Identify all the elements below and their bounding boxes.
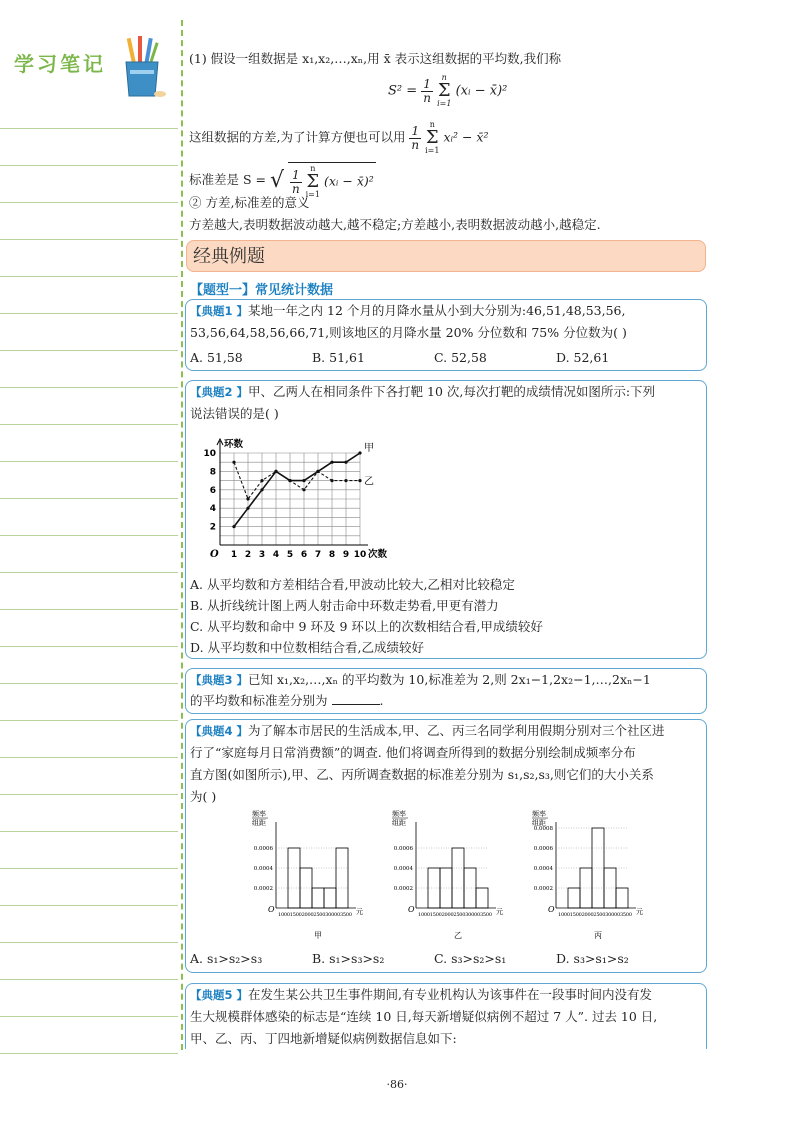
chart-y-tick-label: 8: [209, 467, 216, 478]
chart-x-tick-label: 2: [244, 550, 252, 560]
q2-line-2: 说法错误的是( ): [190, 406, 279, 421]
note-rule-line: [0, 1016, 178, 1017]
chart-x-tick-label: 8: [328, 550, 336, 560]
chart-y-tick-label: 10: [203, 449, 216, 459]
series-jia-point: [232, 525, 235, 528]
question-2: [185, 380, 707, 659]
chart-x-tick-label: 3: [258, 550, 266, 560]
chart-x-tick-label: 4: [272, 550, 280, 560]
hist-bar: [312, 888, 324, 908]
hist-origin: O: [548, 905, 555, 914]
hist-y-tick-label: 0.0002: [533, 886, 553, 892]
note-rule-line: [0, 720, 178, 721]
hist-y-tick-label: 0.0006: [393, 846, 413, 852]
series-yi-point: [232, 461, 235, 464]
hist-bar: [324, 888, 336, 908]
note-rule-line: [0, 794, 178, 795]
note-rule-line: [0, 979, 178, 980]
hist-title: 丙: [594, 931, 602, 940]
series-yi-point: [358, 479, 361, 482]
hist-ylabel-bottom: 组距: [532, 819, 546, 827]
note-rule-line: [0, 905, 178, 906]
q2-option-a[interactable]: A. 从平均数和方差相结合看,甲波动比较大,乙相对比较稳定: [190, 577, 515, 592]
hist-unit: 元: [356, 908, 363, 916]
series-yi-point: [260, 479, 263, 482]
series-yi-point: [274, 470, 277, 473]
question-5: [185, 983, 707, 1049]
notes-title: 学习笔记: [14, 52, 106, 76]
margin-divider: [181, 20, 183, 1050]
hist-title: 乙: [454, 931, 462, 940]
hist-unit: 元: [496, 908, 503, 916]
histogram-bing: [516, 808, 646, 943]
note-rule-line: [0, 202, 178, 203]
q4-option-b[interactable]: B. s₁>s₃>s₂: [312, 951, 385, 966]
intro-line-3-text: 标准差是 S =: [189, 172, 266, 187]
q3-line-1: [190, 671, 651, 689]
note-rule-line: [0, 350, 178, 351]
intro-line-2: 这组数据的方差,为了计算方便也可以用 $\frac{1}{n}$ n Σ i=1 xᵢ² − x̄²: [189, 120, 489, 155]
q1-option-d[interactable]: D. 52,61: [556, 350, 610, 365]
hist-y-tick-label: 0.0002: [253, 886, 273, 892]
hist-ylabel-top: 频率: [252, 810, 266, 818]
hist-origin: O: [268, 905, 275, 914]
chart-y-tick-label: 6: [209, 485, 216, 496]
note-rule-line: [0, 646, 178, 647]
q3-text-1: 已知 x₁,x₂,…,xₙ 的平均数为 10,标准差为 2,则 2x₁−1,2x₂−1,…,2xₙ−1: [248, 672, 651, 687]
q5-line-1: [190, 986, 652, 1004]
note-rule-line: [0, 868, 178, 869]
hist-y-tick-label: 0.0004: [393, 866, 413, 872]
q1-option-a[interactable]: A. 51,58: [190, 350, 243, 365]
note-rule-line: [0, 831, 178, 832]
histogram-yi: [376, 808, 506, 943]
q4-line-2: 行了“家庭每月日常消费额”的调查. 他们将调查所得到的数据分别绘制成频率分布: [190, 745, 636, 760]
q1-option-b[interactable]: B. 51,61: [312, 350, 365, 365]
series-jia-point: [358, 451, 361, 454]
question-4: [185, 719, 707, 973]
q5-line-2: 生大规模群体感染的标志是“连续 10 日,每天新增疑似病例不超过 7 人”. 过去 10 日,: [190, 1009, 658, 1024]
note-rule-line: [0, 313, 178, 314]
q2-option-b[interactable]: B. 从折线统计图上两人射击命中环数走势看,甲更有潜力: [190, 598, 499, 613]
series-yi-point: [302, 488, 305, 491]
answer-blank[interactable]: [332, 692, 380, 705]
note-rule-line: [0, 572, 178, 573]
q4-text-1: 为了解本市居民的生活成本,甲、乙、丙三名同学利用假期分别对三个社区进: [248, 723, 665, 738]
hist-y-tick-label: 0.0002: [393, 886, 413, 892]
chart-x-tick-label: 6: [300, 550, 308, 560]
hist-y-tick-label: 0.0006: [533, 846, 553, 852]
series-yi-point: [288, 479, 291, 482]
q3-text-2: 的平均数和标准差分别为: [190, 693, 328, 708]
variance-formula: S² = $\frac{1}{n}$ n Σ i=1 (xᵢ − x̄)²: [388, 73, 508, 108]
variance-formula-body: (xᵢ − x̄)²: [455, 83, 508, 99]
hist-bar: [476, 888, 488, 908]
hist-ylabel-top: 频率: [532, 810, 546, 818]
q5-label: 【典题5 】: [190, 988, 249, 1002]
note-rule-line: [0, 757, 178, 758]
note-rule-line: [0, 239, 178, 240]
hist-origin: O: [408, 905, 415, 914]
q2-option-d[interactable]: D. 从平均数和中位数相结合看,乙成绩较好: [190, 640, 424, 655]
series-yi-point: [330, 479, 333, 482]
hist-bar: [616, 888, 628, 908]
q4-option-a[interactable]: A. s₁>s₂>s₃: [190, 951, 263, 966]
hist-ylabel-bottom: 组距: [252, 819, 266, 827]
pencil-cup-icon: [118, 34, 168, 100]
series-jia-point: [330, 461, 333, 464]
chart-x-tick-label: 7: [314, 550, 322, 560]
q2-text-1: 甲、乙两人在相同条件下各打靶 10 次,每次打靶的成绩情况如图所示:下列: [248, 384, 656, 399]
hist-ylabel-bottom: 组距: [392, 819, 406, 827]
note-rule-line: [0, 609, 178, 610]
intro-line-3: 标准差是 S = √ $\frac{1}{n}$ n Σ i=1 (xᵢ − x̄)²: [189, 164, 374, 199]
legend-jia: 甲: [364, 443, 374, 454]
q1-label: 【典题1 】: [190, 304, 249, 318]
q2-line-1: [190, 383, 655, 401]
q5-text-1: 在发生某公共卫生事件期间,有专业机构认为该事件在一段事时间内没有发: [248, 987, 652, 1002]
hist-bar: [568, 888, 580, 908]
q4-label: 【典题4 】: [190, 724, 249, 738]
chart-x-tick-label: 5: [286, 550, 294, 560]
note-rule-line: [0, 942, 178, 943]
q1-line-1: [190, 302, 625, 320]
chart-origin-label: O: [210, 549, 219, 560]
type-heading: 【题型一】常见统计数据: [190, 283, 334, 298]
note-rule-line: [0, 683, 178, 684]
note-rule-line: [0, 535, 178, 536]
q2-label: 【典题2 】: [190, 385, 249, 399]
q3-text-2-end: .: [379, 693, 384, 708]
intro-line-2-formula: xᵢ² − x̄²: [443, 129, 489, 145]
intro-point-2-text: 方差越大,表明数据波动越大,越不稳定;方差越小,表明数据波动越小,越稳定.: [189, 217, 601, 232]
intro-line-3-formula: (xᵢ − x̄)²: [323, 173, 374, 189]
q4-option-d[interactable]: D. s₃>s₁>s₂: [556, 951, 629, 966]
q1-line-2: 53,56,64,58,56,66,71,则该地区的月降水量 20% 分位数和 75% 分位数为( ): [190, 325, 627, 340]
intro-point-2: ② 方差,标准差的意义: [189, 195, 310, 210]
line-chart: [198, 433, 408, 571]
hist-y-tick-label: 0.0004: [253, 866, 273, 872]
histogram-jia: [236, 808, 366, 943]
hist-bar: [452, 848, 464, 908]
note-rule-line: [0, 498, 178, 499]
note-rule-line: [0, 424, 178, 425]
note-rule-line: [0, 387, 178, 388]
chart-x-axis-label: 次数: [368, 549, 388, 560]
chart-x-tick-label: 10: [353, 550, 367, 560]
series-yi-point: [246, 497, 249, 500]
q5-line-3: 甲、乙、丙、丁四地新增疑似病例数据信息如下:: [190, 1031, 457, 1046]
q2-option-c[interactable]: C. 从平均数和命中 9 环及 9 环以上的次数相结合看,甲成绩较好: [190, 619, 543, 634]
note-rule-line: [0, 276, 178, 277]
series-jia-point: [260, 488, 263, 491]
chart-y-axis-label: 环数: [224, 439, 244, 450]
hist-x-tick-labels: 1000150020002500300003500: [278, 912, 352, 918]
q3-label: 【典题3 】: [190, 673, 249, 687]
series-jia-point: [302, 479, 305, 482]
note-rule-line: [0, 1053, 178, 1054]
note-rule-line: [0, 165, 178, 166]
chart-x-tick-label: 1: [230, 550, 238, 560]
q1-text-1: 某地一年之内 12 个月的月降水量从小到大分别为:46,51,48,53,56,: [248, 303, 626, 318]
intro-line-2-text: 这组数据的方差,为了计算方便也可以用: [189, 129, 406, 145]
hist-title: 甲: [314, 931, 322, 940]
hist-y-tick-label: 0.0004: [533, 866, 553, 872]
hist-bar: [288, 848, 300, 908]
note-rule-line: [0, 128, 178, 129]
series-yi-point: [344, 479, 347, 482]
intro-line-1: (1) 假设一组数据是 x₁,x₂,…,xₙ,用 x̄ 表示这组数据的平均数,我们称: [189, 51, 562, 66]
q4-line-3: 直方图(如图所示),甲、乙、丙所调查数据的标准差分别为 s₁,s₂,s₃,则它们的大小关系: [190, 767, 654, 782]
hist-bar: [336, 848, 348, 908]
chart-y-tick-label: 4: [209, 504, 216, 515]
chart-x-tick-label: 9: [342, 550, 350, 560]
q4-option-c[interactable]: C. s₃>s₂>s₁: [434, 951, 507, 966]
series-yi-point: [316, 470, 319, 473]
hist-x-tick-labels: 1000150020002500300003500: [558, 912, 632, 918]
page-number: ·86·: [386, 1078, 408, 1091]
hist-y-tick-label: 0.0006: [253, 846, 273, 852]
legend-yi: 乙: [364, 476, 374, 488]
question-1: [185, 299, 707, 371]
note-rule-line: [0, 461, 178, 462]
section-banner: 经典例题: [186, 240, 706, 272]
q1-option-c[interactable]: C. 52,58: [434, 350, 487, 365]
hist-y-tick-label: 0.0008: [533, 826, 553, 832]
hist-unit: 元: [636, 908, 643, 916]
chart-y-tick-label: 2: [209, 522, 216, 533]
series-jia-point: [246, 507, 249, 510]
hist-ylabel-top: 频率: [392, 810, 406, 818]
q3-line-2: [190, 692, 383, 710]
hist-x-tick-labels: 1000150020002500300003500: [418, 912, 492, 918]
q4-line-4: 为( ): [190, 789, 217, 804]
question-3: [185, 668, 707, 714]
q4-line-1: [190, 722, 665, 740]
series-jia-point: [344, 461, 347, 464]
variance-formula-lhs: S² =: [388, 83, 418, 99]
